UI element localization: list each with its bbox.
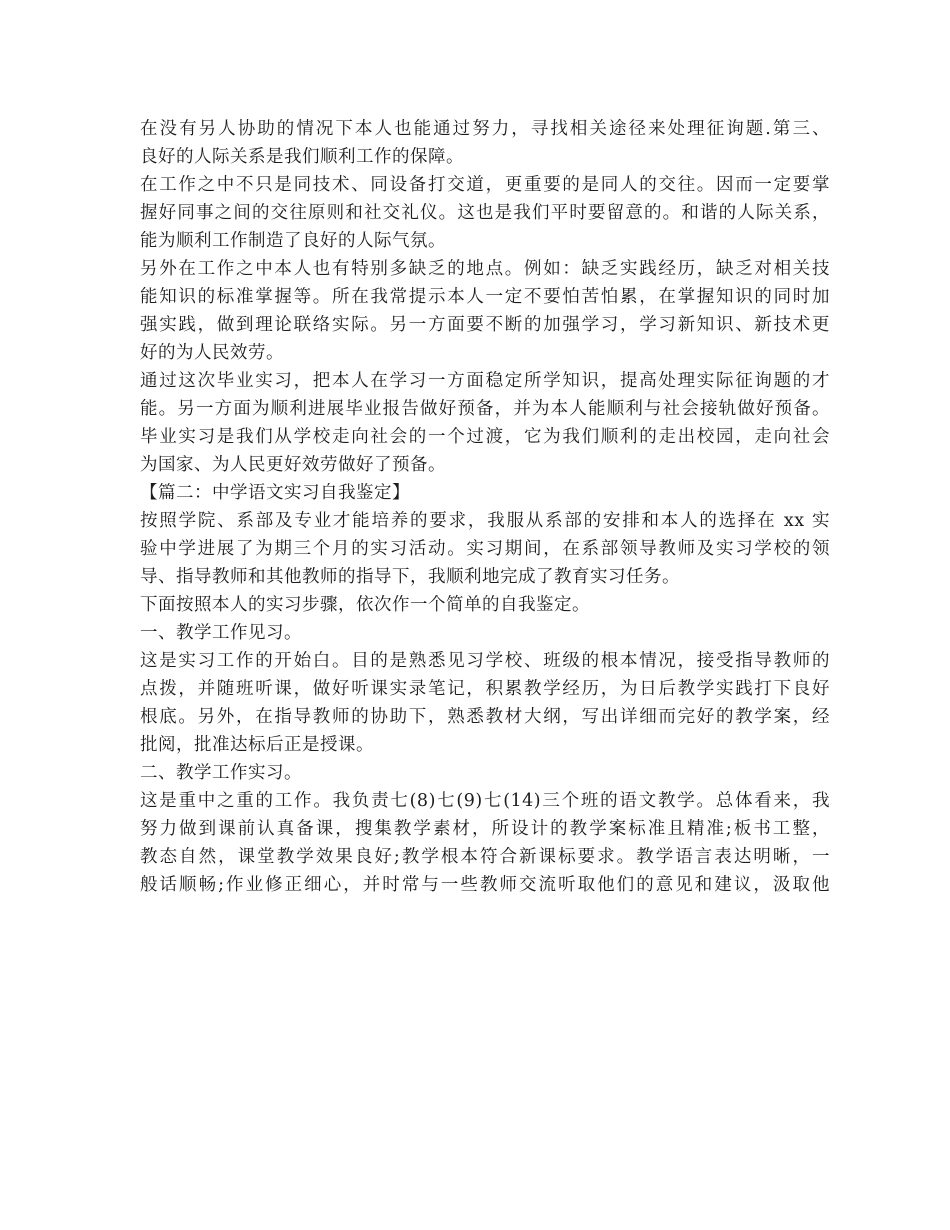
text-line: 毕业实习是我们从学校走向社会的一个过渡，它为我们顺利的走出校园，走向社会 xyxy=(140,427,830,447)
text-line: 般话顺畅;作业修正细心，并时常与一些教师交流听取他们的意见和建议，汲取他 xyxy=(140,875,830,895)
text-line: 这是实习工作的开始白。目的是熟悉见习学校、班级的根本情况，接受指导教师的 xyxy=(140,651,830,671)
text-line: 通过这次毕业实习，把本人在学习一方面稳定所学知识，提高处理实际征询题的才 xyxy=(140,371,830,391)
text-line: 能。另一方面为顺利进展毕业报告做好预备，并为本人能顺利与社会接轨做好预备。 xyxy=(140,399,830,419)
document-body xyxy=(140,115,830,899)
text-line: 能知识的标准掌握等。所在我常提示本人一定不要怕苦怕累，在掌握知识的同时加 xyxy=(140,287,830,307)
text-line: 在工作之中不只是同技术、同设备打交道，更重要的是同人的交往。因而一定要掌 xyxy=(140,175,830,195)
text-line: 根底。另外，在指导教师的协助下，熟悉教材大纲，写出详细而完好的教学案，经 xyxy=(140,707,830,727)
text-line: 为国家、为人民更好效劳做好了预备。 xyxy=(140,455,446,475)
text-line: 批阅，批准达标后正是授课。 xyxy=(140,735,374,755)
subsection-heading: 一、教学工作见习。 xyxy=(140,623,302,643)
text-line: 能为顺利工作制造了良好的人际气氛。 xyxy=(140,231,446,251)
text-line: 这是重中之重的工作。我负责七(8)七(9)七(14)三个班的语文教学。总体看来，我 xyxy=(140,791,830,811)
subsection-heading: 二、教学工作实习。 xyxy=(140,763,302,783)
text-line: 强实践，做到理论联络实际。另一方面要不断的加强学习，学习新知识、新技术更 xyxy=(140,315,830,335)
text-line: 教态自然，课堂教学效果良好;教学根本符合新课标要求。教学语言表达明晰，一 xyxy=(140,847,830,867)
text-line: 另外在工作之中本人也有特别多缺乏的地点。例如：缺乏实践经历，缺乏对相关技 xyxy=(140,259,830,279)
text-line: 努力做到课前认真备课，搜集教学素材，所设计的教学案标准且精准;板书工整， xyxy=(140,819,830,839)
text-line: 在没有另人协助的情况下本人也能通过努力，寻找相关途径来处理征询题.第三、 xyxy=(140,119,830,139)
text-line: 好的为人民效劳。 xyxy=(140,343,284,363)
text-line: 下面按照本人的实习步骤，依次作一个简单的自我鉴定。 xyxy=(140,595,590,615)
text-line: 导、指导教师和其他教师的指导下，我顺利地完成了教育实习任务。 xyxy=(140,567,680,587)
text-line: 按照学院、系部及专业才能培养的要求，我服从系部的安排和本人的选择在 xx 实 xyxy=(140,511,830,531)
section-heading: 【篇二：中学语文实习自我鉴定】 xyxy=(140,483,410,503)
text-line: 验中学进展了为期三个月的实习活动。实习期间，在系部领导教师及实习学校的领 xyxy=(140,539,830,559)
text-line: 握好同事之间的交往原则和社交礼仪。这也是我们平时要留意的。和谐的人际关系， xyxy=(140,203,830,223)
text-line: 点拨，并随班听课，做好听课实录笔记，积累教学经历，为日后教学实践打下良好 xyxy=(140,679,830,699)
text-line: 良好的人际关系是我们顺利工作的保障。 xyxy=(140,147,464,167)
